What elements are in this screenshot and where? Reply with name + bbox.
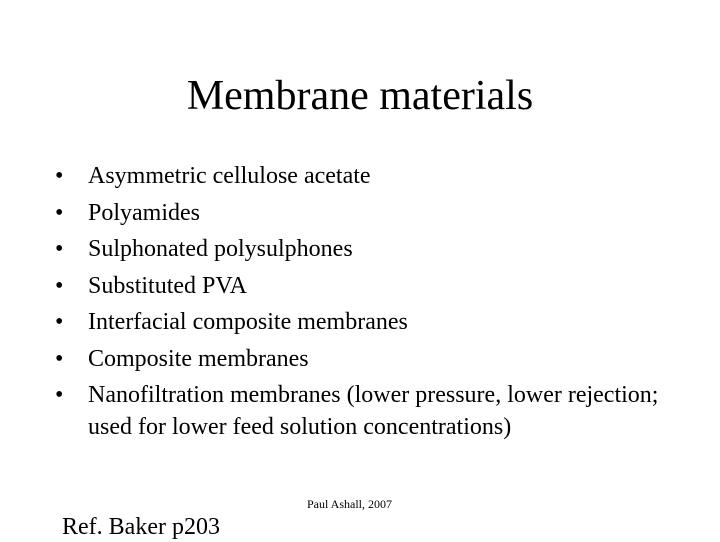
- reference-note: Ref. Baker p203: [62, 514, 220, 540]
- list-item: [0, 197, 680, 229]
- list-item-text: Nanofiltration membranes (lower pressure, lower rejection; used for lower feed solution concentrations): [88, 382, 659, 440]
- list-item-text: Polyamides: [88, 199, 200, 226]
- bullet-icon: •: [55, 272, 64, 299]
- bullet-list: [0, 160, 680, 448]
- list-item: [0, 343, 680, 375]
- slide-title: Membrane materials: [186, 73, 534, 119]
- list-item: [0, 379, 680, 443]
- list-item: [0, 160, 680, 192]
- list-item-text: Interfacial composite membranes: [88, 309, 408, 335]
- author-credit: Paul Ashall, 2007: [307, 497, 393, 511]
- list-item: [0, 270, 680, 302]
- list-item-text: Composite membranes: [88, 345, 309, 372]
- bullet-icon: •: [55, 163, 64, 189]
- bullet-icon: •: [55, 345, 64, 372]
- list-item-text: Asymmetric cellulose acetate: [88, 163, 371, 189]
- bullet-icon: •: [55, 309, 64, 335]
- bullet-icon: •: [55, 236, 64, 262]
- list-item: [0, 233, 680, 265]
- bullet-icon: •: [55, 199, 64, 226]
- list-item-text: Substituted PVA: [88, 272, 247, 299]
- bullet-icon: •: [55, 382, 64, 408]
- list-item-text: Sulphonated polysulphones: [88, 236, 353, 262]
- list-item: [0, 306, 680, 338]
